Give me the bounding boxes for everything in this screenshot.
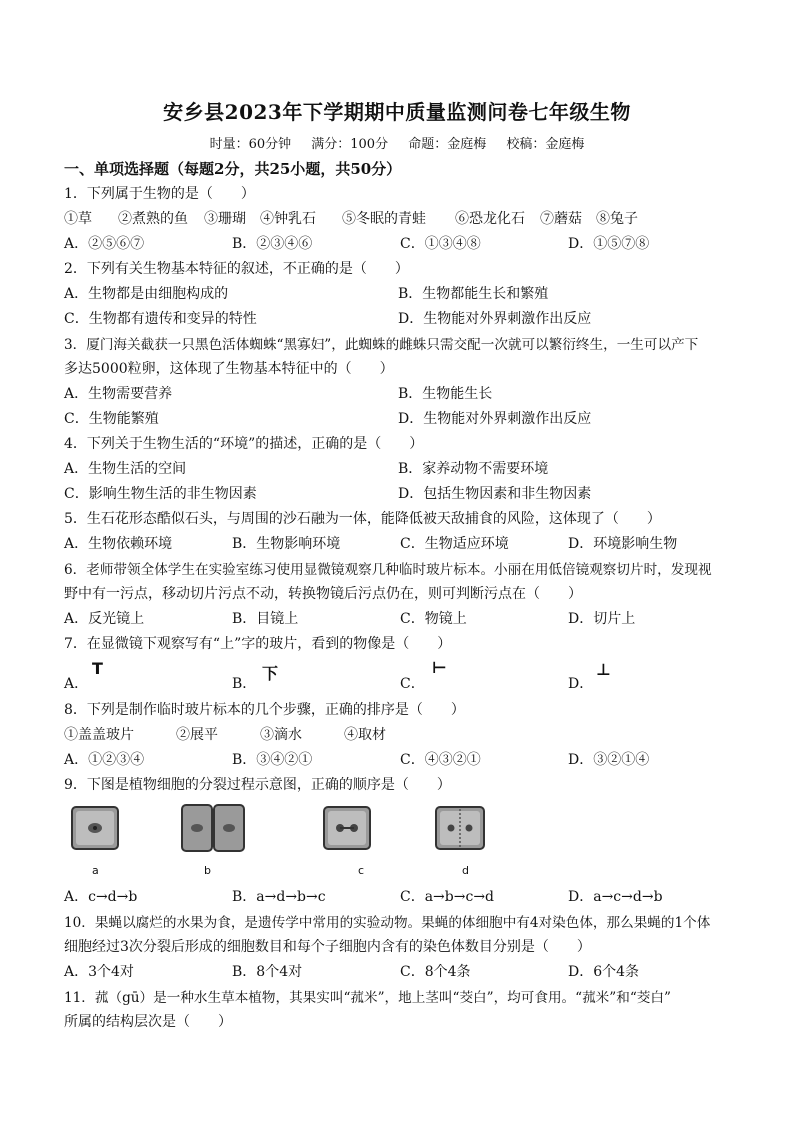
q1-item: ⑧兔子 (596, 211, 638, 227)
q10-stem-line1: 10．果蝇以腐烂的水果为食，是遗传学中常用的实验动物。果蝇的体细胞中有4对染色体，那么果蝇的1个体 (64, 915, 711, 931)
q7-option-d[interactable]: D． (568, 676, 594, 692)
q1-item: ①草 (64, 211, 92, 227)
q8-option-d[interactable]: D．③②①④ (568, 752, 650, 768)
q2-option-b[interactable]: B．生物都能生长和繁殖 (398, 286, 549, 302)
q4-option-b[interactable]: B．家养动物不需要环境 (398, 461, 549, 477)
q11-stem-line1: 11．菰（gū）是一种水生草本植物，其果实叫“菰米”，地上茎叫“茭白”，均可食用。“菰米”和“茭白” (64, 990, 671, 1006)
q7-stem: 7．在显微镜下观察写有“上”字的玻片，看到的物像是（ ） (64, 636, 452, 652)
q8-step: ③滴水 (260, 727, 302, 743)
q1-item: ②煮熟的鱼 (118, 211, 188, 227)
q1-item: ⑥恐龙化石 (455, 211, 525, 227)
q10-option-d[interactable]: D．6个4条 (568, 964, 640, 980)
cell-diagram-d (434, 805, 486, 851)
q3-option-d[interactable]: D．生物能对外界刺激作出反应 (398, 411, 592, 427)
page-title: 安乡县2023年下学期期中质量监测问卷七年级生物 (163, 100, 631, 124)
q5-option-d[interactable]: D．环境影响生物 (568, 536, 678, 552)
q11-stem-line2: 所属的结构层次是（ ） (64, 1014, 232, 1030)
q6-option-d[interactable]: D．切片上 (568, 611, 636, 627)
q4-option-a[interactable]: A．生物生活的空间 (64, 461, 187, 477)
q3-option-c[interactable]: C．生物能繁殖 (64, 411, 159, 427)
cell-label-a: a (92, 864, 99, 877)
q6-stem-line2: 野中有一污点，移动切片污点不动，转换物镜后污点仍在，则可判断污点在（ ） (64, 586, 582, 602)
reviewer: 校稿：金庭梅 (506, 137, 585, 152)
q5-option-b[interactable]: B．生物影响环境 (232, 536, 341, 552)
setter: 命题：金庭梅 (408, 137, 487, 152)
q3-option-a[interactable]: A．生物需要营养 (64, 386, 173, 402)
cell-diagram-b (180, 803, 246, 853)
q5-option-a[interactable]: A．生物依赖环境 (64, 536, 173, 552)
q1-item: ⑤冬眠的青蛙 (342, 211, 426, 227)
cell-label-c: c (358, 864, 365, 877)
q1-item: ③珊瑚 (204, 211, 246, 227)
cell-diagram-c (322, 805, 372, 851)
exam-meta (0, 133, 794, 152)
q9-option-a[interactable]: A．c→d→b (64, 889, 138, 905)
q10-stem-line2: 细胞经过3次分裂后形成的细胞数目和每个子细胞内含有的染色体数目分别是（ ） (64, 939, 591, 955)
q9-option-c[interactable]: C．a→b→c→d (400, 889, 495, 905)
full-score: 满分：100分 (311, 137, 389, 152)
cell-label-b: b (204, 864, 211, 877)
q3-option-b[interactable]: B．生物能生长 (398, 386, 493, 402)
q6-option-a[interactable]: A．反光镜上 (64, 611, 145, 627)
q8-step: ④取材 (344, 727, 386, 743)
q8-option-c[interactable]: C．④③②① (400, 752, 481, 768)
q8-option-b[interactable]: B．③④②① (232, 752, 313, 768)
q8-stem: 8．下列是制作临时玻片标本的几个步骤，正确的排序是（ ） (64, 702, 465, 718)
q1-stem: 1．下列属于生物的是（ ） (64, 186, 255, 202)
q7-option-b[interactable]: B． (232, 676, 257, 692)
q7-image-c: ⊢ (432, 658, 447, 677)
q5-stem: 5．生石花形态酷似石头，与周围的沙石融为一体，能降低被天敌捕食的风险，这体现了（ ） (64, 511, 661, 527)
q5-option-c[interactable]: C．生物适应环境 (400, 536, 509, 552)
q3-stem-line2: 多达5000粒卵，这体现了生物基本特征中的（ ） (64, 361, 394, 377)
q2-option-a[interactable]: A．生物都是由细胞构成的 (64, 286, 229, 302)
q6-option-c[interactable]: C．物镜上 (400, 611, 467, 627)
cell-label-d: d (462, 864, 469, 877)
q7-option-a[interactable]: A． (64, 676, 89, 692)
q1-item: ④钟乳石 (260, 211, 316, 227)
time-limit: 时量：60分钟 (209, 137, 292, 152)
q7-option-c[interactable]: C． (400, 676, 425, 692)
q4-stem: 4．下列关于生物生活的“环境”的描述，正确的是（ ） (64, 436, 424, 452)
q2-option-c[interactable]: C．生物都有遗传和变异的特性 (64, 311, 257, 327)
q9-option-d[interactable]: D．a→c→d→b (568, 889, 663, 905)
q8-option-a[interactable]: A．①②③④ (64, 752, 145, 768)
q1-option-a[interactable]: A．②⑤⑥⑦ (64, 236, 145, 252)
q2-stem: 2．下列有关生物基本特征的叙述，不正确的是（ ） (64, 261, 409, 277)
q10-option-b[interactable]: B．8个4对 (232, 964, 303, 980)
q7-image-a: T (92, 659, 103, 678)
q9-stem: 9．下图是植物细胞的分裂过程示意图，正确的顺序是（ ） (64, 777, 451, 793)
q9-option-b[interactable]: B．a→d→b→c (232, 889, 326, 905)
q10-option-a[interactable]: A．3个4对 (64, 964, 134, 980)
cell-diagram-a (70, 805, 120, 851)
section-heading: 一、单项选择题（每题2分，共25小题，共50分） (64, 160, 402, 178)
q7-image-d: ⊥ (596, 660, 611, 679)
q4-option-d[interactable]: D．包括生物因素和非生物因素 (398, 486, 592, 502)
q10-option-c[interactable]: C．8个4条 (400, 964, 471, 980)
q1-item: ⑦蘑菇 (540, 211, 582, 227)
q8-step: ②展平 (176, 727, 218, 743)
q8-step: ①盖盖玻片 (64, 727, 134, 743)
q6-stem-line1: 6．老师带领全体学生在实验室练习使用显微镜观察几种临时玻片标本。小丽在用低倍镜观察切片时，发现视 (64, 562, 712, 578)
q6-option-b[interactable]: B．目镜上 (232, 611, 299, 627)
q7-image-b: 下 (262, 664, 279, 683)
q1-option-d[interactable]: D．①⑤⑦⑧ (568, 236, 650, 252)
q4-option-c[interactable]: C．影响生物生活的非生物因素 (64, 486, 257, 502)
q2-option-d[interactable]: D．生物能对外界刺激作出反应 (398, 311, 592, 327)
q1-option-c[interactable]: C．①③④⑧ (400, 236, 481, 252)
q3-stem-line1: 3．厦门海关截获一只黑色活体蜘蛛“黑寡妇”，此蜘蛛的雌蛛只需交配一次就可以繁衍终生，一生可以产下 (64, 337, 699, 353)
q1-option-b[interactable]: B．②③④⑥ (232, 236, 313, 252)
